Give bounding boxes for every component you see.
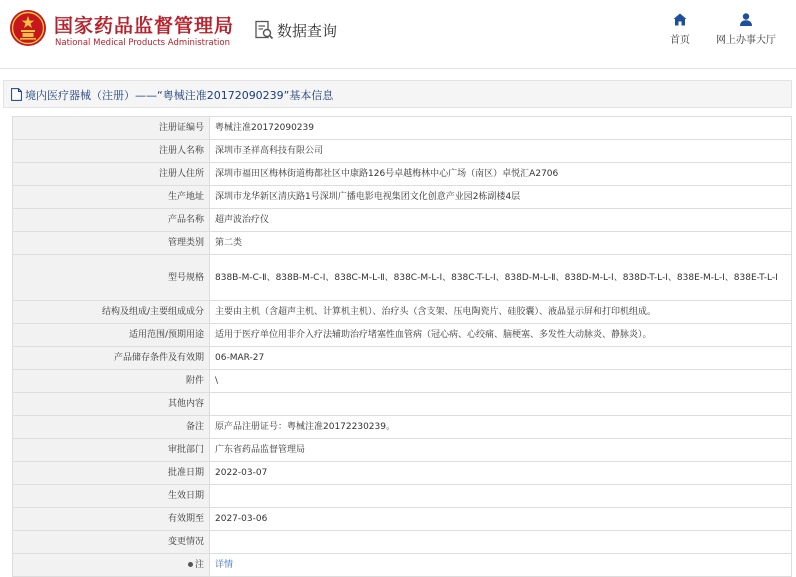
row-value: 适用于医疗单位用非介入疗法辅助治疗堵塞性血管病（冠心病、心绞痛、脑梗塞、多发性大动脉炎、静脉炎）。 xyxy=(210,324,792,347)
row-value xyxy=(210,485,792,508)
row-label: 生效日期 xyxy=(13,485,210,508)
record-title-bar xyxy=(3,80,792,108)
row-value: 深圳市圣祥高科技有限公司 xyxy=(210,140,792,163)
row-label: 结构及组成/主要组成成分 xyxy=(13,301,210,324)
home-icon xyxy=(673,13,687,26)
row-label: 注册人名称 xyxy=(13,140,210,163)
site-header xyxy=(0,0,796,66)
table-row-approval-date xyxy=(13,462,792,485)
national-emblem-icon xyxy=(9,9,47,47)
row-value: 第二类 xyxy=(210,232,792,255)
nav-online-hall[interactable] xyxy=(713,13,779,46)
row-value xyxy=(210,554,792,577)
nav-home[interactable] xyxy=(663,13,697,46)
table-row-management-category xyxy=(13,232,792,255)
header-divider xyxy=(0,68,796,69)
brand-name-en[interactable]: National Medical Products Administration xyxy=(55,38,230,48)
row-value: \ xyxy=(210,370,792,393)
table-row-registrant-name xyxy=(13,140,792,163)
table-row-production-address xyxy=(13,186,792,209)
row-value xyxy=(210,531,792,554)
row-label: 备注 xyxy=(13,416,210,439)
data-query-icon xyxy=(254,20,274,40)
row-value: 2027-03-06 xyxy=(210,508,792,531)
table-row-attachment xyxy=(13,370,792,393)
brand-name-cn[interactable]: 国家药品监督管理局 xyxy=(54,15,235,37)
row-value: 深圳市福田区梅林街道梅都社区中康路126号卓越梅林中心广场（南区）卓悦汇A2706 xyxy=(210,163,792,186)
row-value: 06-MAR-27 xyxy=(210,347,792,370)
row-label: 批准日期 xyxy=(13,462,210,485)
table-row-approval-department xyxy=(13,439,792,462)
table-row-registrant-address xyxy=(13,163,792,186)
row-label: 适用范围/预期用途 xyxy=(13,324,210,347)
note-label: 注 xyxy=(194,560,204,570)
row-label: 注册证编号 xyxy=(13,117,210,140)
pin-icon xyxy=(188,562,193,567)
table-row-intended-use xyxy=(13,324,792,347)
table-row-change-status xyxy=(13,531,792,554)
row-value xyxy=(210,393,792,416)
details-link[interactable]: 详情 xyxy=(215,560,234,570)
row-label: 附件 xyxy=(13,370,210,393)
detail-table-wrapper xyxy=(12,116,792,577)
table-row-registration-number xyxy=(13,117,792,140)
nav-online-hall-label: 网上办事大厅 xyxy=(716,35,776,46)
row-value: 838B-M-C-Ⅱ、838B-M-C-Ⅰ、838C-M-L-Ⅱ、838C-M-L-Ⅰ、838C-T-L-Ⅰ、838D-M-L-Ⅱ、838D-M-L-Ⅰ、838D-T-L-Ⅰ、838E-M-L-Ⅰ、838E-T-L-Ⅰ xyxy=(210,255,792,301)
section-title: 数据查询 xyxy=(277,22,338,40)
row-value: 广东省药品监督管理局 xyxy=(210,439,792,462)
row-label: 其他内容 xyxy=(13,393,210,416)
record-title: 境内医疗器械（注册）——“粤械注准20172090239”基本信息 xyxy=(25,89,334,102)
row-label-note xyxy=(13,554,210,577)
row-value: 主要由主机（含超声主机、计算机主机）、治疗头（含支架、压电陶瓷片、硅胶囊）、液晶显示屏和打印机组成。 xyxy=(210,301,792,324)
table-row-remarks xyxy=(13,416,792,439)
row-label: 变更情况 xyxy=(13,531,210,554)
row-label: 有效期至 xyxy=(13,508,210,531)
row-value: 粤械注准20172090239 xyxy=(210,117,792,140)
table-row-effective-date xyxy=(13,485,792,508)
table-row-structure-composition xyxy=(13,301,792,324)
row-label: 生产地址 xyxy=(13,186,210,209)
row-value: 2022-03-07 xyxy=(210,462,792,485)
row-label: 产品储存条件及有效期 xyxy=(13,347,210,370)
row-label: 审批部门 xyxy=(13,439,210,462)
row-value: 超声波治疗仪 xyxy=(210,209,792,232)
row-value: 深圳市龙华新区清庆路1号深圳广播电影电视集团文化创意产业园2栋副楼4层 xyxy=(210,186,792,209)
detail-table xyxy=(12,116,792,577)
row-label: 注册人住所 xyxy=(13,163,210,186)
table-row-storage-validity xyxy=(13,347,792,370)
user-icon xyxy=(739,13,753,26)
row-label: 型号规格 xyxy=(13,255,210,301)
table-row-product-name xyxy=(13,209,792,232)
document-icon xyxy=(11,88,22,101)
row-value: 原产品注册证号：粤械注准20172230239。 xyxy=(210,416,792,439)
row-label: 产品名称 xyxy=(13,209,210,232)
table-row-valid-until xyxy=(13,508,792,531)
row-label: 管理类别 xyxy=(13,232,210,255)
nav-home-label: 首页 xyxy=(670,35,690,46)
table-row-model-spec xyxy=(13,255,792,301)
table-row-other-content xyxy=(13,393,792,416)
table-row-note xyxy=(13,554,792,577)
